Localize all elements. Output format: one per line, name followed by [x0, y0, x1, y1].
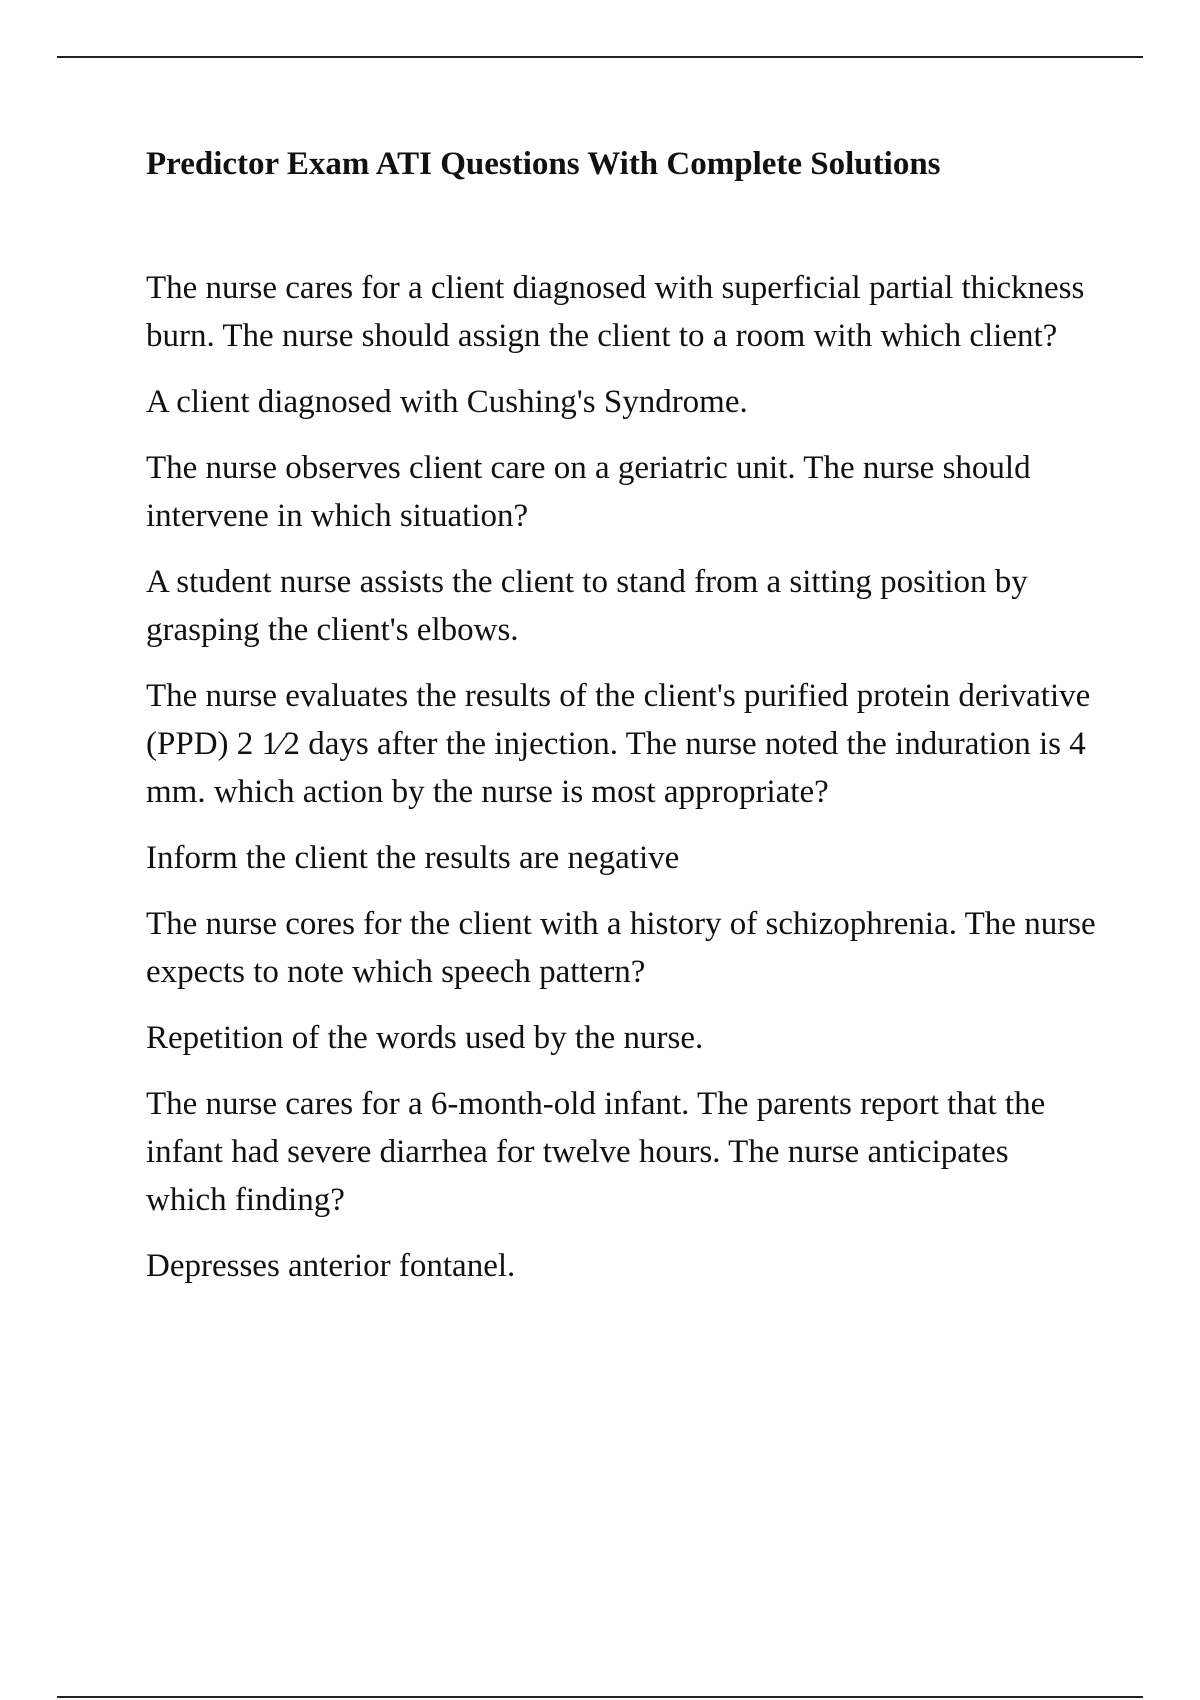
bottom-rule [57, 1696, 1143, 1698]
qa-item-1 [146, 264, 1096, 426]
question-text: The nurse cores for the client with a history of schizophrenia. The nurse expects to note which speech pattern? [146, 906, 1096, 990]
question-text: The nurse cares for a 6-month-old infant. The parents report that the infant had severe diarrhea for twelve hours. The nurse anticipates which finding? [146, 1086, 1046, 1218]
answer-text: Inform the client the results are negative [146, 840, 680, 876]
question-text: The nurse evaluates the results of the client's purified protein derivative (PPD) 2 1⁄2 days after the injection. The nurse noted the induration is 4 mm. which action by the nurse is most appropriate? [146, 678, 1091, 810]
answer-text: Depresses anterior fontanel. [146, 1248, 516, 1284]
answer-text: Repetition of the words used by the nurse. [146, 1020, 704, 1056]
qa-item-2 [146, 444, 1096, 654]
qa-item-3 [146, 672, 1096, 882]
question-text: The nurse observes client care on a geriatric unit. The nurse should intervene in which situation? [146, 450, 1031, 534]
qa-item-5 [146, 1080, 1096, 1290]
answer-text: A client diagnosed with Cushing's Syndrome. [146, 384, 748, 420]
answer-text: A student nurse assists the client to stand from a sitting position by grasping the client's elbows. [146, 564, 1028, 648]
question-text: The nurse cares for a client diagnosed with superficial partial thickness burn. The nurse should assign the client to a room with which client? [146, 270, 1085, 354]
qa-list [146, 264, 1096, 1290]
document-title: Predictor Exam ATI Questions With Complete Solutions [146, 146, 941, 182]
top-rule [57, 56, 1143, 58]
document-body [146, 142, 1096, 1308]
qa-item-4 [146, 900, 1096, 1062]
